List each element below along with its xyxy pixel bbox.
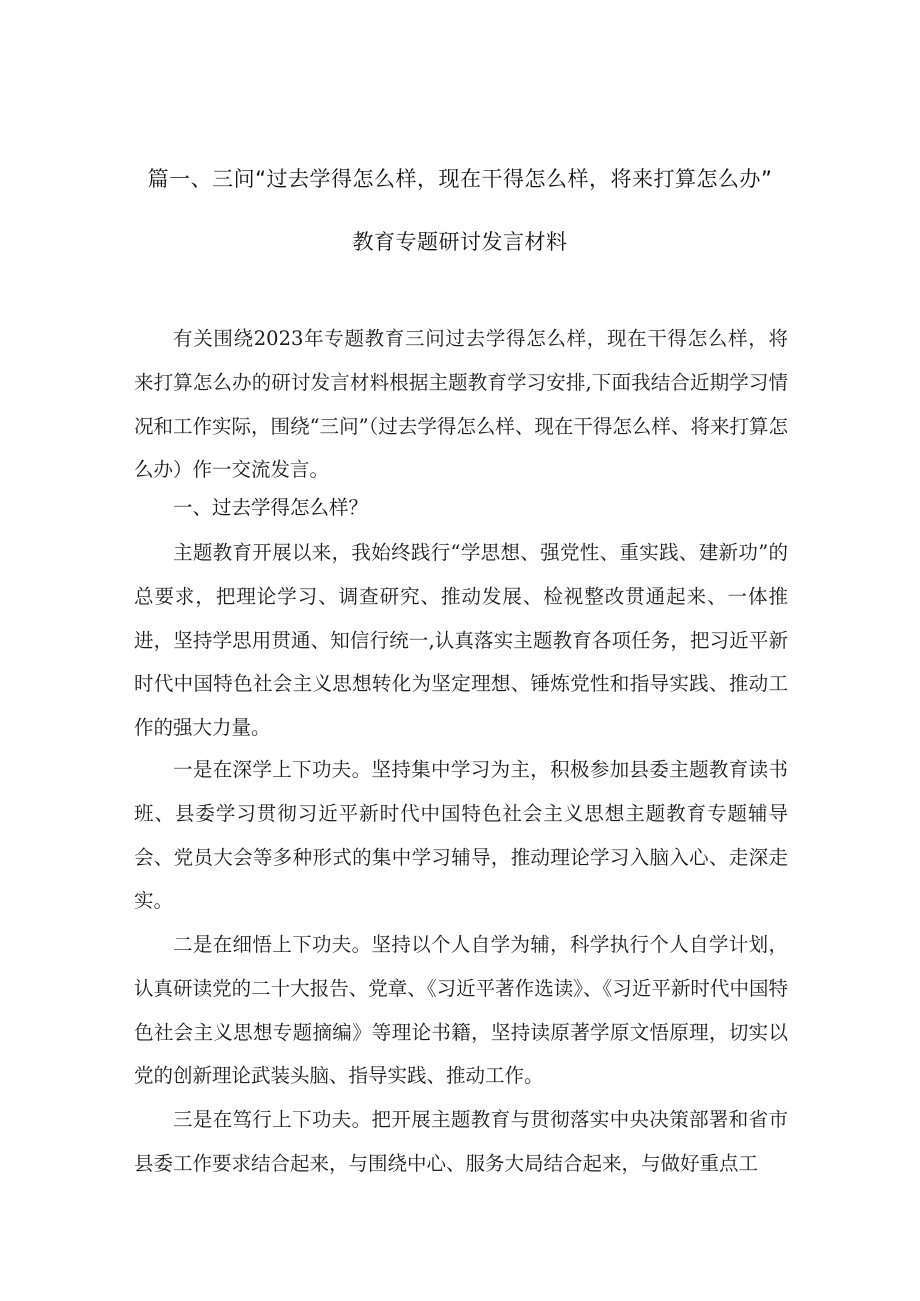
document-title-line-1: 篇一、三问“过去学得怎么样，现在干得怎么样，将来打算怎么办” [147,167,773,191]
section-heading: 一、过去学得怎么样？ [173,496,369,519]
point-three-paragraph: 三是在笃行上下功夫。把开展主题教育与贯彻落实中央决策部署和省市县委工作要求结合起来，与围绕中心、服务大局结合起来，与做好重点工 [134,1108,788,1175]
point-two-paragraph: 二是在细悟上下功夫。坚持以个人自学为辅，科学执行个人自学计划，认真研读党的二十大报告、党章、《习近平著作选读》、《习近平新时代中国特色社会主义思想专题摘编》等理论书籍，坚持读原著学原文悟原理，切实以党的创新理论武装头脑、指导实践、推动工作。 [134,933,788,1088]
point-one-paragraph: 一是在深学上下功夫。坚持集中学习为主，积极参加县委主题教育读书班、县委学习贯彻习近平新时代中国特色社会主义思想主题教育专题辅导会、党员大会等多种形式的集中学习辅导，推动理论学习入脑入心、走深走实。 [134,758,788,913]
document-title-line-2: 教育专题研讨发言材料 [352,230,568,254]
intro-paragraph: 有关围绕2023年专题教育三问过去学得怎么样，现在干得怎么样，将来打算怎么办的研讨发言材料根据主题教育学习安排,下面我结合近期学习情况和工作实际，围绕“三问”（过去学得怎么样、现在干得怎么样、将来打算怎么办）作一交流发言。 [134,327,788,482]
overview-paragraph: 主题教育开展以来，我始终践行“学思想、强党性、重实践、建新功”的总要求，把理论学习、调查研究、推动发展、检视整改贯通起来、一体推进，坚持学思用贯通、知信行统一,认真落实主题教育各项任务，把习近平新时代中国特色社会主义思想转化为坚定理想、锤炼党性和指导实践、推动工作的强大力量。 [134,541,788,740]
